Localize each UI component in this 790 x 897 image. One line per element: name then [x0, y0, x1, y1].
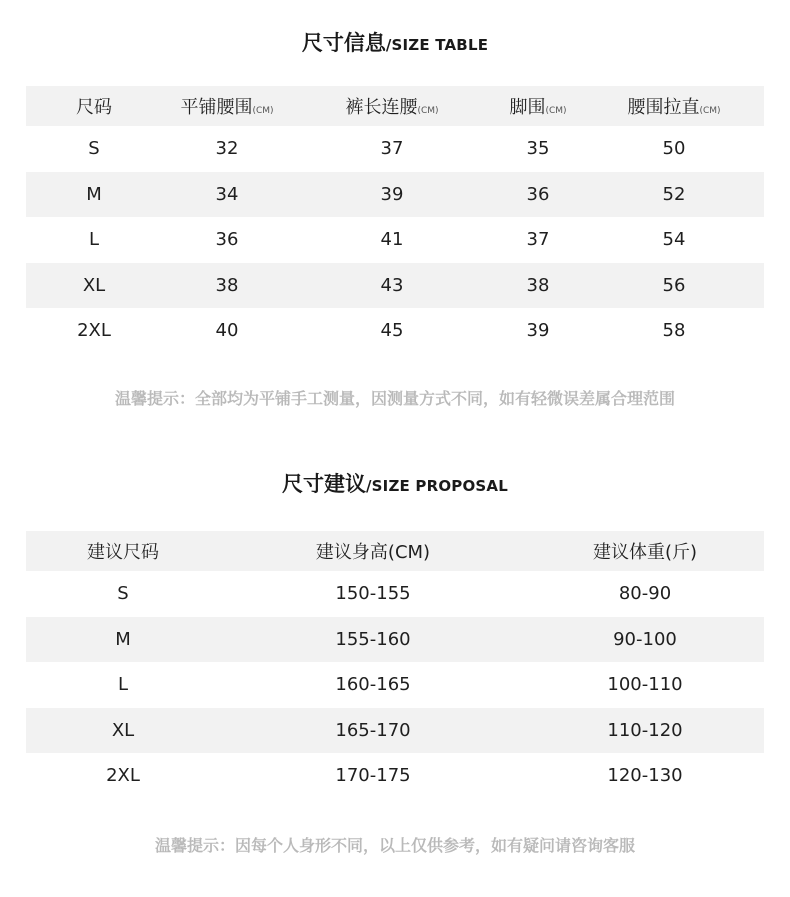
table-cell: 110-120 [607, 719, 683, 741]
table-row [26, 617, 764, 663]
table-cell: 40 [215, 320, 239, 342]
size-proposal-title [0, 468, 790, 498]
table-cell: 36 [215, 229, 239, 251]
table-row [26, 172, 764, 218]
size-proposal-title-en: /SIZE PROPOSAL [365, 477, 509, 495]
table-cell: 165-170 [335, 719, 411, 741]
table-cell: 150-155 [335, 583, 411, 605]
size-table-title [0, 27, 790, 57]
table-cell: L [88, 229, 100, 251]
size-table-note: 温馨提示：全部均为平铺手工测量，因测量方式不同，如有轻微误差属合理范围 [114, 389, 675, 408]
size-proposal-header-row [26, 531, 764, 571]
size-table-header-waist-stretched: 腰围拉直(CM) [627, 97, 721, 118]
table-row [26, 571, 764, 617]
size-table-header-row [26, 86, 764, 126]
table-cell: 58 [662, 320, 686, 342]
table-cell: 90-100 [613, 628, 677, 650]
table-row [26, 753, 764, 799]
table-cell: 50 [662, 138, 686, 160]
table-cell: 155-160 [335, 628, 411, 650]
table-cell: 170-175 [335, 765, 411, 787]
table-cell: 45 [380, 320, 404, 342]
table-row [26, 217, 764, 263]
table-row [26, 126, 764, 172]
table-cell: 36 [526, 183, 550, 205]
table-cell: XL [82, 274, 106, 296]
table-row [26, 708, 764, 754]
size-table-header-hem: 脚围(CM) [509, 97, 567, 118]
table-cell: 160-165 [335, 674, 411, 696]
table-row [26, 263, 764, 309]
table-cell: M [115, 628, 131, 650]
size-table-header-length: 裤长连腰(CM) [345, 97, 439, 118]
table-cell: 2XL [77, 320, 111, 342]
size-proposal-note: 温馨提示：因每个人身形不同，以上仅供参考，如有疑问请咨询客服 [154, 836, 635, 855]
table-cell: L [117, 674, 129, 696]
table-cell: 35 [526, 138, 550, 160]
size-table [26, 86, 764, 354]
table-cell: 32 [215, 138, 239, 160]
size-proposal-header-weight: 建议体重(斤) [592, 542, 698, 563]
table-cell: 37 [526, 229, 550, 251]
table-cell: XL [111, 719, 135, 741]
size-table-header-size: 尺码 [76, 97, 112, 118]
unit-label: (CM) [252, 106, 274, 116]
table-cell: S [117, 583, 129, 605]
size-proposal-title-cn: 尺寸建议 [281, 472, 366, 496]
table-cell: 37 [380, 138, 404, 160]
table-cell: M [86, 183, 102, 205]
table-cell: 100-110 [607, 674, 683, 696]
table-cell: 56 [662, 274, 686, 296]
unit-label: (CM) [417, 106, 439, 116]
table-cell: 80-90 [618, 583, 672, 605]
size-proposal-header-size: 建议尺码 [87, 542, 159, 563]
size-table-title-en: /SIZE TABLE [385, 36, 489, 54]
table-cell: 38 [215, 274, 239, 296]
size-table-title-cn: 尺寸信息 [301, 31, 386, 55]
table-cell: 38 [526, 274, 550, 296]
table-cell: 39 [526, 320, 550, 342]
table-cell: 2XL [106, 765, 140, 787]
table-cell: 41 [380, 229, 404, 251]
table-cell: 54 [662, 229, 686, 251]
table-cell: 39 [380, 183, 404, 205]
table-cell: 120-130 [607, 765, 683, 787]
unit-label: (CM) [699, 106, 721, 116]
table-cell: 43 [380, 274, 404, 296]
table-cell: 34 [215, 183, 239, 205]
size-proposal-table [26, 531, 764, 799]
size-proposal-header-height: 建议身高(CM) [315, 542, 431, 563]
table-row [26, 662, 764, 708]
unit-label: (CM) [545, 106, 567, 116]
table-cell: S [88, 138, 100, 160]
table-cell: 52 [662, 183, 686, 205]
table-row [26, 308, 764, 354]
size-table-header-waist: 平铺腰围(CM) [180, 97, 274, 118]
